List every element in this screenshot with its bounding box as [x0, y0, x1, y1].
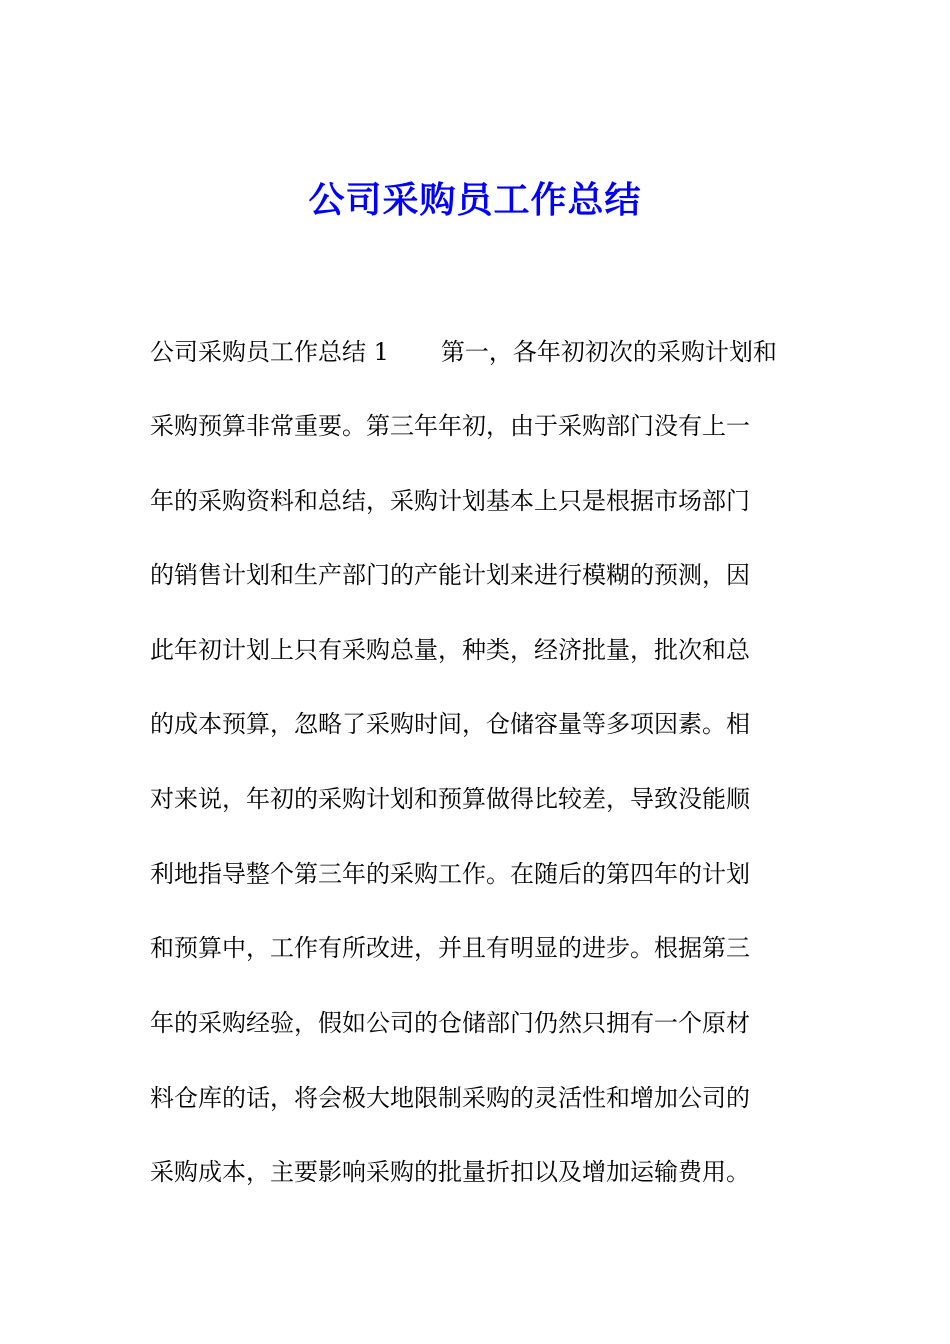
body-line-4: 的销售计划和生产部门的产能计划来进行模糊的预测，因 [150, 561, 750, 589]
body-line-1 [150, 334, 777, 370]
body-line-8: 利地指导整个第三年的采购工作。在随后的第四年的计划 [150, 860, 750, 888]
body-line-2: 采购预算非常重要。第三年年初，由于采购部门没有上一 [150, 412, 750, 440]
body-line-12: 采购成本，主要影响采购的批量折扣以及增加运输费用。 [150, 1158, 750, 1186]
body-line-3: 年的采购资料和总结，采购计划基本上只是根据市场部门 [150, 487, 750, 515]
body-text: 第一，各年初初次的采购计划和 [440, 338, 777, 366]
body-line-9: 和预算中，工作有所改进，并且有明显的进步。根据第三 [150, 934, 750, 962]
document-title: 公司采购员工作总结 [308, 180, 642, 221]
body-line-6: 的成本预算，忽略了采购时间，仓储容量等多项因素。相 [150, 710, 750, 738]
body-line-5: 此年初计划上只有采购总量，种类，经济批量，批次和总 [150, 636, 750, 664]
section-heading: 公司采购员工作总结 1 [150, 338, 389, 366]
body-line-11: 料仓库的话，将会极大地限制采购的灵活性和增加公司的 [150, 1084, 750, 1112]
body-line-10: 年的采购经验，假如公司的仓储部门仍然只拥有一个原材 [150, 1009, 750, 1037]
body-line-7: 对来说，年初的采购计划和预算做得比较差，导致没能顺 [150, 785, 750, 813]
